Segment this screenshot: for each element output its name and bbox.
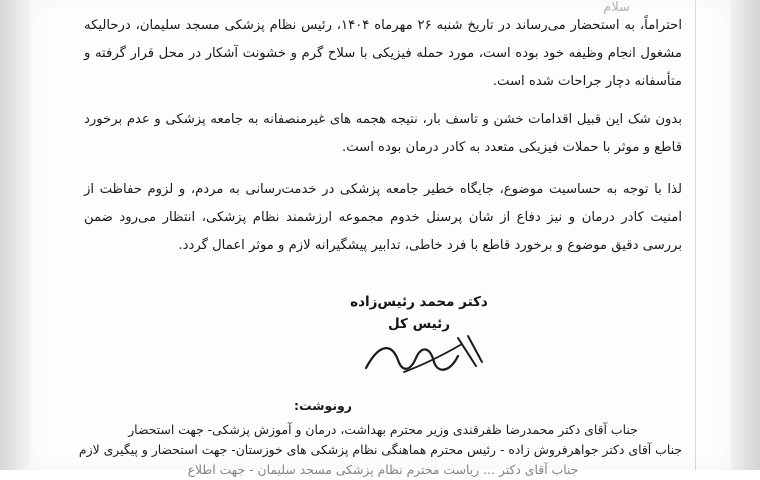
letter-content — [78, 0, 682, 477]
paragraph-1: احتراماً، به استحضار می‌رساند در تاریخ شنبه ۲۶ مهرماه ۱۴۰۴، رئیس نظام پزشکی مسجد سلیمان، درحالیکه مشغول انجام وظیفه خود بوده است، مورد حمله فیزیکی با سلاح گرم و خشونت آشکار در محل قرار گرفته و متأسفانه دچار جراحات شده است. — [84, 18, 682, 89]
handwritten-signature-icon — [358, 332, 488, 382]
cc-item: جناب آقای دکتر ... ریاست محترم نظام پزشکی مسجد سلیمان - جهت اطلاع — [187, 462, 579, 477]
signature-block — [324, 292, 514, 334]
scan-right-edge — [730, 0, 760, 470]
signer-title: رئیس کل — [387, 316, 451, 332]
scan-left-edge — [0, 0, 30, 470]
gutter-rule — [695, 0, 696, 470]
cc-item: جناب آقای دکتر جواهرفروش زاده - رئیس محترم هماهنگی نظام پزشکی های خوزستان- جهت استحضار و پیگیری لازم — [78, 442, 682, 457]
paragraph-3: لذا با توجه به حساسیت موضوع، جایگاه خطیر جامعه پزشکی در خدمت‌رسانی به مردم، و لزوم حفاظت از امنیت کادر درمان و نیز دفاع از شان پرسنل خدوم مجموعه ارزشمند نظام پزشکی، انتظار می‌رود ضمن بررسی دقیق موضوع و برخورد قاطع با فرد خاطی، تدابیر پیشگیرانه لازم و موثر اعمال گردد. — [84, 182, 682, 253]
cc-list — [78, 420, 682, 480]
signer-name: دکتر محمد رئیس‌زاده — [350, 294, 488, 310]
paragraph-2: بدون شک این قبیل اقدامات خشن و تاسف بار، نتیجه هجمه های غیرمنصفانه به جامعه پزشکی و عدم برخورد قاطع و موثر با حملات فیزیکی متعدد به کادر درمان بوده است. — [84, 112, 682, 155]
cc-label: رونوشت: — [293, 398, 352, 413]
top-cut-text: سلام — [603, 0, 630, 15]
letter-paper — [30, 0, 730, 477]
cc-item: جناب آقای دکتر محمدرضا ظفرقندی وزیر محترم بهداشت، درمان و آموزش پزشکی- جهت استحضار — [128, 422, 638, 437]
